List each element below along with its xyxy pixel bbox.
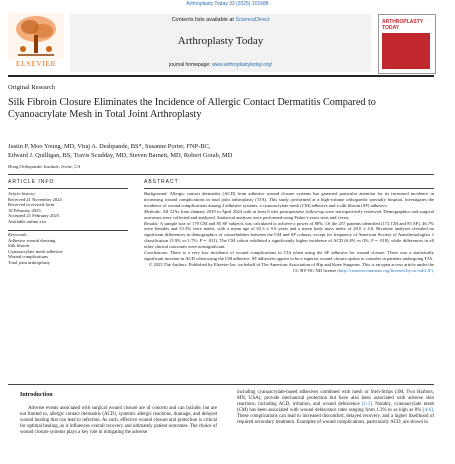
- keyword-item: Total joint arthroplasty: [8, 259, 51, 265]
- history-heading: Article history:: [8, 191, 36, 196]
- article-info-divider: [8, 188, 128, 189]
- keywords-heading: Keywords:: [8, 232, 28, 237]
- title-divider: [8, 174, 434, 175]
- intro-right-column: [237, 390, 434, 427]
- homepage-link[interactable]: www.arthroplastytoday.org/: [211, 62, 272, 68]
- keywords-block: [8, 232, 128, 266]
- intro-right-text: . These complications can lead to increased discomfort, delayed recovery, and a higher likelihood of required secondary treatment. Examples of wound complications, particularly ACD, are shown in: [237, 408, 434, 426]
- history-revised: Received in revised form: [8, 202, 55, 208]
- authors-line-1: Justin P. Moo Young, MD, Viraj A. Deshpande, BS*, Susanne Porter, FNP-BC,: [8, 143, 211, 150]
- keyword-item: Silk fibroin: [8, 243, 30, 249]
- license-link[interactable]: (http://creativecommons.org/licenses/by-nc-nd/4.0/).: [337, 267, 434, 273]
- header-divider: [8, 75, 434, 77]
- copyright-text: © 2025 The Authors. Published by Elsevier Inc. on behalf of The American Association of Hip and Knee Surgeons. This is an open access article under the CC BY-NC-ND license: [148, 261, 434, 273]
- methods-text: All TJAs from January 2019 to April 2024 with at least 6 wks postoperative follow-up were retrospectively reviewed. Demographics and surgical outcomes were collected and analyzed. Statistical analyses were performed using Fisher's exact tests and t-tests.: [144, 208, 434, 220]
- journal-title: Arthroplasty Today: [177, 35, 264, 47]
- background-label: Background:: [144, 191, 168, 196]
- abstract-divider: [144, 188, 434, 189]
- article-info-heading: ARTICLE INFO: [8, 179, 55, 185]
- intro-right-text: . Notably, cyanoacrylate mesh (CM) has been associated with wound dehiscence rates ranging from 1.3% to as high as 8%: [237, 402, 434, 414]
- abstract-conclusions: [144, 250, 434, 262]
- cover-title-line2: TODAY: [382, 25, 399, 31]
- history-revised-date: 18 February 2025: [8, 207, 41, 213]
- background-text: Allergic contact dermatitis (ACD) from adhesive wound closure systems has garnered particular attention for its increased incidence in increasing wound complications in total joint arthroplasty (TJA). This study, performed at a high-volume orthopaedic specialty hospital, investigates the incidence of wound complications among 2 adhesive systems: a cyanoacrylate mesh (CM) adhesive and a silk fibroin (SF) adhesive.: [144, 191, 434, 208]
- keyword-item: Adhesive wound dressing: [8, 237, 56, 243]
- keyword-item: Wound complications: [8, 254, 49, 260]
- history-accepted: Accepted 21 February 2025: [8, 213, 60, 219]
- cover-title-line1: ARTHROPLASTY: [382, 19, 424, 25]
- authors-line-2: Edward J. Quilligan, BS, Travis Scudday, MD, Steven Barnett, MD, Robert Gorab, MD: [8, 152, 233, 159]
- homepage-text: journal homepage:: [169, 62, 211, 68]
- abstract-heading: ABSTRACT: [144, 179, 179, 185]
- keywords-divider: [8, 230, 128, 231]
- sciencedirect-link[interactable]: ScienceDirect: [235, 17, 270, 23]
- keyword-item: Cyanoacrylate mesh adhesive: [8, 248, 63, 254]
- publisher-name: ELSEVIER: [15, 59, 57, 68]
- conclusions-label: Conclusions:: [144, 250, 169, 256]
- conclusions-text: There is a very low incidence of wound complications in TJA when using the SF adhesive for wound closure. There was a statistically significant increase in ACD when using the CM adhesive. SF adhesives appear to be a superior wound closure option to consider in patients undergoing TJA.: [144, 250, 434, 261]
- affiliation: Hoag Orthopaedic Institute, Irvine, CA: [8, 164, 81, 169]
- reference-link[interactable]: [1-3]: [361, 402, 372, 408]
- homepage-line: [70, 62, 371, 68]
- article-title: Silk Fibroin Closure Eliminates the Incidence of Allergic Contact Dermatitis Compared to Cyanoacrylate Mesh in Total Joint Arthroplasty: [8, 97, 376, 121]
- contents-line: [70, 17, 371, 23]
- contents-text: Contents lists available at: [171, 17, 234, 23]
- cover-image: [382, 33, 430, 69]
- abstract-results: [144, 221, 434, 251]
- abstract-copyright: [144, 262, 434, 274]
- intro-left-column: Adverse events associated with surgical wound closure are of concern and can include, but are not limited to, allergic contact dermatitis (ACD), systemic allergic reactions, drainage, and delayed wound healing that can lead to infection. As such, effective wound closure and protection is critical for optimal healing, as it influences overall recovery and ultimately patient outcomes. The choice of wound closure systems plays a key role in mitigating the adverse: [20, 406, 217, 436]
- history-online: Available online xxx: [8, 218, 47, 224]
- results-label: Results:: [144, 220, 159, 226]
- methods-label: Methods:: [144, 208, 162, 214]
- elsevier-tree-icon: [8, 13, 64, 59]
- intro-heading: Introduction: [20, 392, 53, 398]
- reference-link[interactable]: [4-6]: [422, 408, 433, 414]
- article-history: [8, 191, 128, 225]
- abstract-body: [144, 191, 434, 274]
- citation-line[interactable]: Arthroplasty Today 33 (2025) 101688: [186, 1, 269, 7]
- abstract-methods: [144, 209, 434, 221]
- results-text: A sample size of 170 CM and 85 SF subjects was calculated to achieve a power of 80%. Of the 257 patients identified (172 CM and 85 SF), 46.7% were females and 53.3% were males, with a mean age of 65.3 ± 9.0 years and a mean body mass index of 28.0 ± 4.6. Bivariate analyses revealed no significant differences in demographics or comorbidities between the CM and SF cohorts, except for frequency of American Society of Anesthesiologists 1 classification (3.9% vs 1.7%; P = .011). The CM cohort exhibited a significantly higher incidence of ACD (6.4% vs 0%; P = .018), while differences in all other clinical outcomes were nonsignificant.: [144, 220, 434, 250]
- article-type: Original Research: [8, 84, 56, 91]
- history-received: Received 21 November 2024: [8, 196, 62, 202]
- elsevier-logo: [8, 13, 64, 67]
- abstract-background: [144, 191, 434, 209]
- journal-cover[interactable]: [378, 14, 436, 74]
- abstract-end-divider: [8, 384, 434, 385]
- intro-right-text: including cyanoacrylate-based adhesives combined with mesh or Steri-Strips (3M, Two Harbors, MN, USA), provide mechanical protection but have also been associated with adverse skin reactions, including ACD, irritation, and wound dehiscence: [237, 390, 434, 408]
